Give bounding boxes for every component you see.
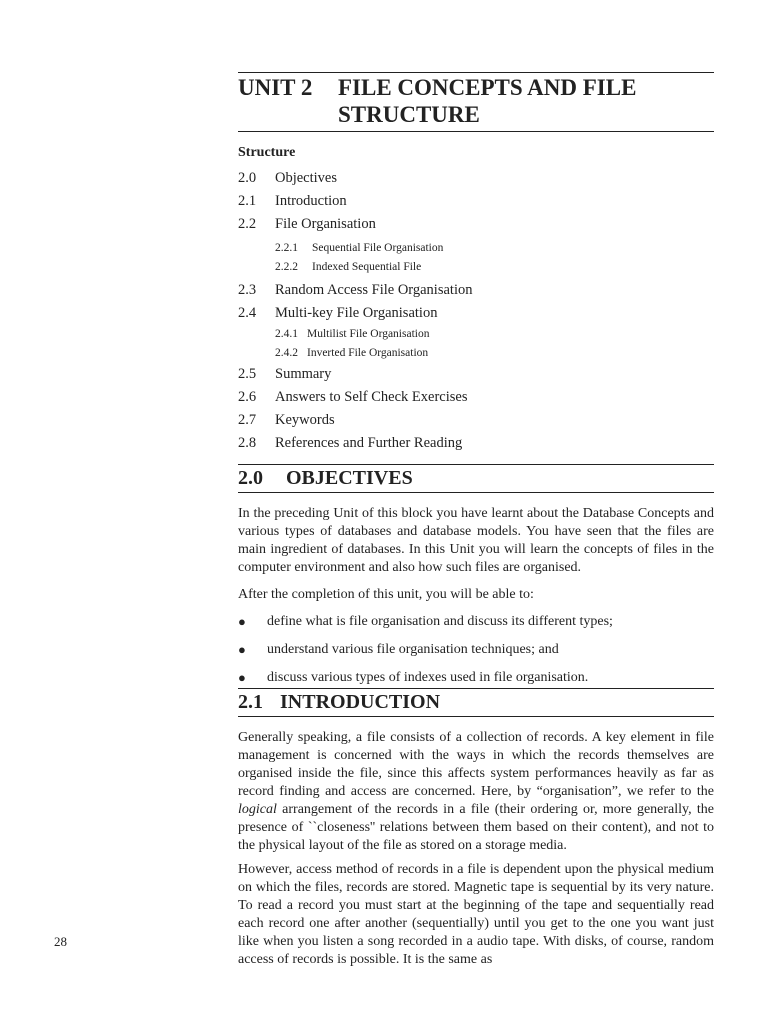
list-item [238, 613, 714, 641]
toc-label: Summary [275, 366, 332, 382]
bullet-icon: ● [238, 670, 246, 685]
toc-item [238, 386, 714, 409]
toc-number: 2.7 [238, 412, 257, 428]
toc-number: 2.6 [238, 389, 257, 405]
paragraph-text: Generally speaking, a file consists of a collection of records. A key element in file management is concerned with the ways in which the records themselves are organised inside the file, since this affects system performances heavily as far as record finding and access are concerned. Here, by “organisation”, we refer to the [238, 730, 714, 799]
toc-subitem [238, 325, 714, 344]
toc-sub-label: Inverted File Organisation [307, 347, 429, 359]
toc-number: 2.0 [238, 170, 257, 186]
table-of-contents [238, 167, 714, 455]
introduction-paragraph-1 [238, 729, 714, 855]
toc-label: Answers to Self Check Exercises [275, 389, 468, 405]
toc-sub-label: Indexed Sequential File [312, 261, 422, 273]
toc-item [238, 432, 714, 455]
section-number: 2.0 [238, 467, 263, 489]
objectives-intro: After the completion of this unit, you will be able to: [238, 587, 534, 602]
bullet-icon: ● [238, 642, 246, 657]
objectives-paragraph: In the preceding Unit of this block you have learnt about the Database Concepts and various types of databases and database models. You have seen that the files are main ingredient of databases. In this Unit you will learn the concepts of files in the computer environment and also how such files are organised. [238, 506, 714, 575]
section-title: OBJECTIVES [286, 467, 413, 489]
toc-sub-number: 2.4.2 [275, 347, 298, 359]
toc-subitem [238, 344, 714, 363]
toc-subitem [238, 239, 714, 258]
toc-sub-label: Multilist File Organisation [307, 328, 430, 340]
toc-label: Random Access File Organisation [275, 282, 473, 298]
introduction-paragraph-2: However, access method of records in a file is dependent upon the physical medium on which the files, records are stored. Magnetic tape is sequential by its very nature. To read a record you must start at the beginning of the tape and sequentially read each record one after another (sequentially) until you get to the one you want just like when you listen a song recorded in a audio tape. With disks, of course, random access of records is possible. It is the same as [238, 862, 714, 967]
toc-number: 2.2 [238, 216, 257, 232]
section-rule [238, 716, 714, 717]
toc-label: References and Further Reading [275, 435, 463, 451]
emphasis-text: logical [238, 802, 277, 817]
toc-number: 2.4 [238, 305, 257, 321]
toc-label: Multi-key File Organisation [275, 305, 438, 321]
list-item [238, 641, 714, 669]
bullet-icon: ● [238, 614, 246, 629]
toc-number: 2.8 [238, 435, 257, 451]
toc-sub-number: 2.2.2 [275, 261, 298, 273]
toc-item [238, 190, 714, 213]
toc-item [238, 213, 714, 236]
toc-item [238, 167, 714, 190]
unit-title-line2: STRUCTURE [338, 102, 480, 127]
section-rule [238, 492, 714, 493]
paragraph-text: arrangement of the records in a file (their ordering or, more generally, the presence of ``closeness'' relations between them based on their content), and not to the physical layout of the file as stored on a storage media. [238, 802, 714, 853]
list-item-text: define what is file organisation and discuss its different types; [267, 614, 613, 629]
unit-title-line1: FILE CONCEPTS AND FILE [338, 75, 637, 100]
structure-heading: Structure [238, 145, 296, 160]
toc-label: Keywords [275, 412, 335, 428]
unit-title-text [338, 74, 636, 128]
toc-sub-number: 2.4.1 [275, 328, 298, 340]
toc-sub-label: Sequential File Organisation [312, 242, 444, 254]
toc-item [238, 363, 714, 386]
objectives-list [238, 613, 714, 697]
list-item-text: understand various file organisation techniques; and [267, 642, 559, 657]
toc-subitem [238, 258, 714, 277]
section-title: INTRODUCTION [280, 691, 441, 713]
toc-number: 2.5 [238, 366, 257, 382]
list-item-text: discuss various types of indexes used in file organisation. [267, 670, 589, 685]
toc-number: 2.1 [238, 193, 257, 209]
toc-label: Objectives [275, 170, 338, 186]
section-heading-objectives [238, 465, 714, 492]
top-rule [238, 72, 714, 73]
unit-number: UNIT 2 [238, 75, 313, 100]
toc-item [238, 409, 714, 432]
toc-label: Introduction [275, 193, 347, 209]
page-number: 28 [54, 934, 67, 949]
toc-number: 2.3 [238, 282, 257, 298]
toc-label: File Organisation [275, 216, 376, 232]
toc-item [238, 279, 714, 302]
toc-sub-number: 2.2.1 [275, 242, 298, 254]
unit-title [238, 74, 714, 131]
page-content [238, 72, 714, 969]
toc-item [238, 302, 714, 325]
title-bottom-rule [238, 131, 714, 132]
section-number: 2.1 [238, 691, 263, 713]
